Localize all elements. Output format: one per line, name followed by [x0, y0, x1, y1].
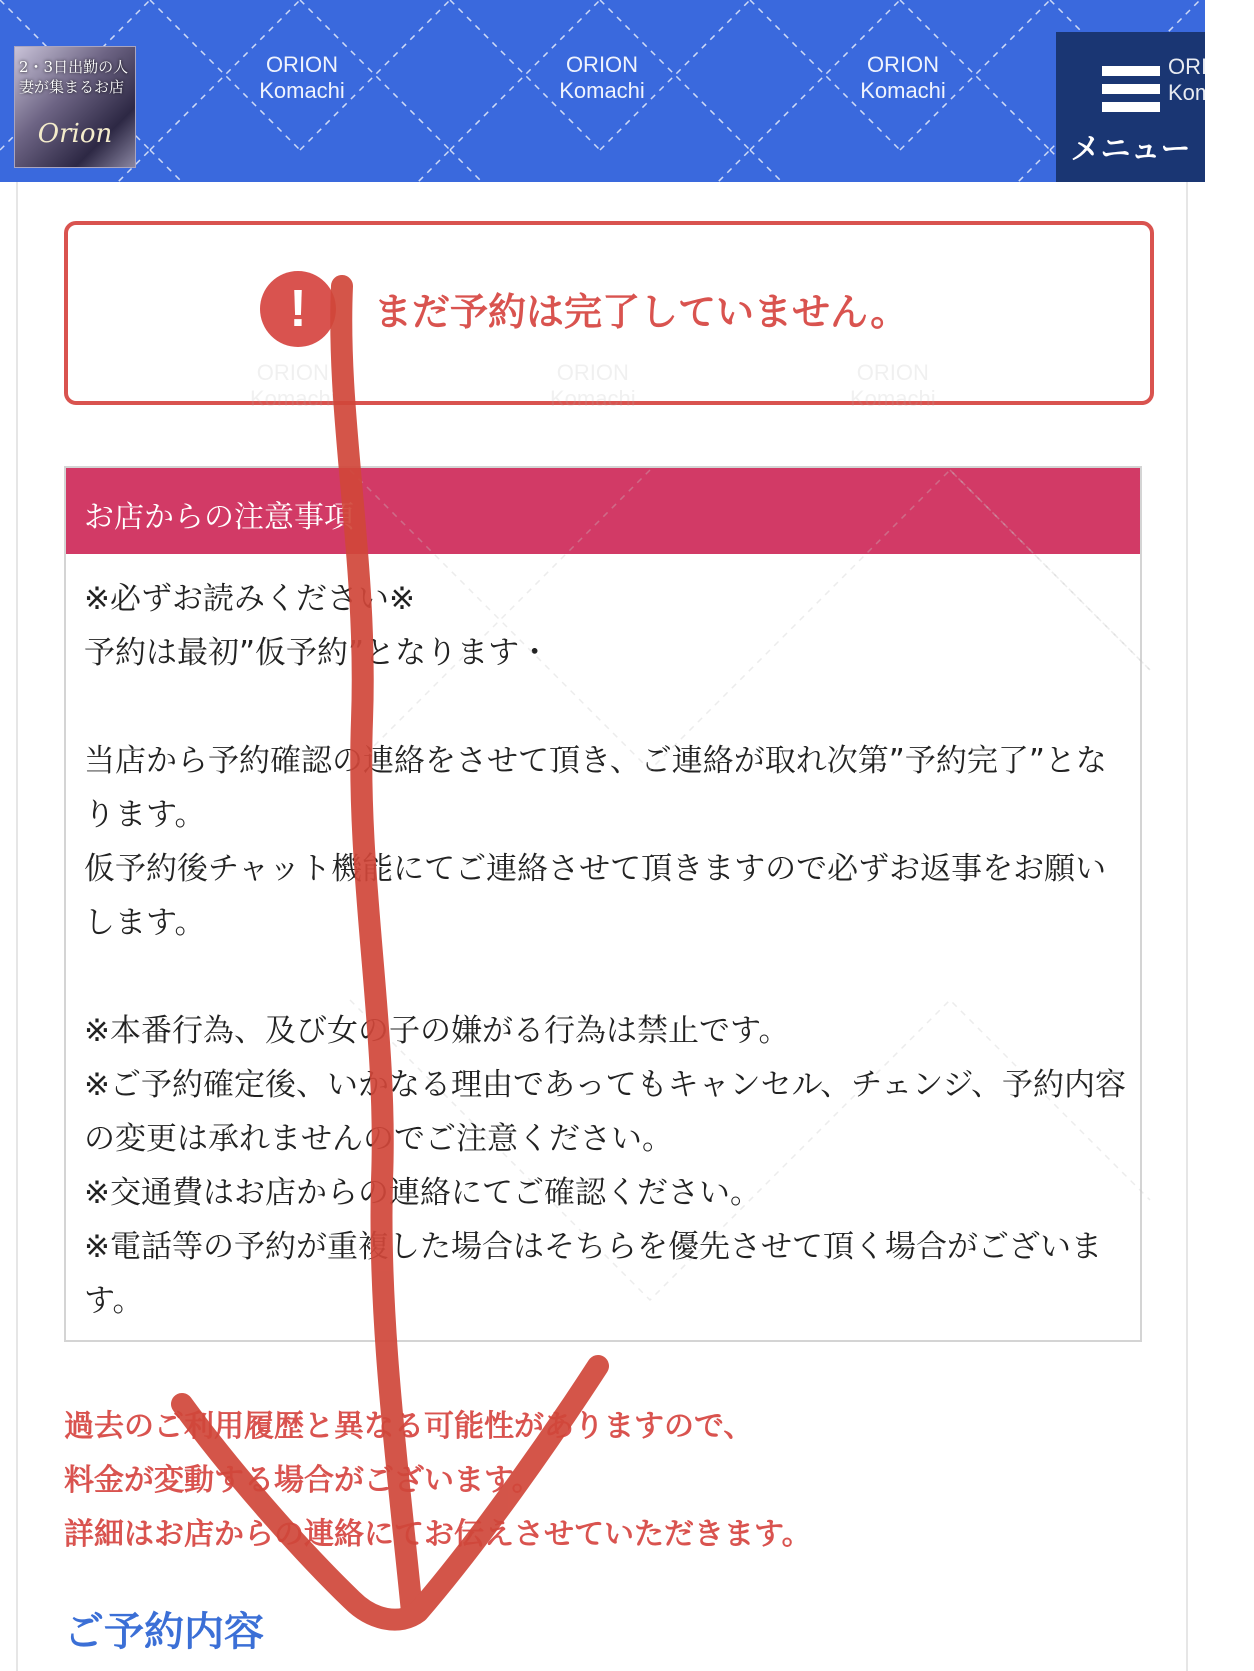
- menu-label: メニュー: [1070, 132, 1191, 167]
- notice-spacer: [84, 950, 1126, 1004]
- menu-button[interactable]: [1056, 32, 1254, 182]
- shop-notice-box: [64, 466, 1142, 1342]
- hamburger-icon: [1102, 84, 1160, 94]
- watermark-line: ORION: [256, 360, 329, 385]
- notice-spacer: [84, 680, 1126, 734]
- hamburger-icon: [1102, 66, 1160, 76]
- watermark-line: ORION: [556, 360, 629, 385]
- hamburger-icon: [1102, 102, 1160, 112]
- watermark-line: Komachi: [550, 386, 636, 411]
- logo-brand: Orion: [37, 119, 113, 149]
- watermark-line: Komachi: [1168, 80, 1254, 105]
- content-watermark: [250, 360, 336, 412]
- watermark-line: ORION: [866, 52, 940, 77]
- exclamation-circle-icon: !: [260, 271, 336, 347]
- header-watermark: [232, 52, 372, 104]
- alert-message: まだ予約は完了していません。: [374, 290, 909, 334]
- notice-line: 当店から予約確認の連絡をさせて頂き、ご連絡が取れ次第”予約完了”となります。: [84, 743, 1107, 833]
- watermark-line: ORION: [856, 360, 929, 385]
- logo-tagline: 2・3日出勤の人妻が集まるお店: [19, 58, 129, 96]
- notice-line: ※電話等の予約が重複した場合はそちらを優先させて頂く場合がございます。: [84, 1229, 1102, 1319]
- notice-line: ※本番行為、及び女の子の嫌がる行為は禁止です。: [84, 1013, 790, 1049]
- watermark-line: ORION: [265, 52, 339, 77]
- content-watermark: [850, 360, 936, 412]
- content-watermark: [550, 360, 636, 412]
- watermark-line: Komachi: [850, 386, 936, 411]
- reservation-details-heading: ご予約内容: [64, 1609, 264, 1655]
- watermark-line: Komachi: [860, 78, 946, 103]
- notice-title: お店からの注意事項: [84, 500, 354, 535]
- watermark-line: Komachi: [259, 78, 345, 103]
- shop-logo[interactable]: [14, 46, 136, 168]
- notice-header: [66, 468, 1140, 554]
- fee-note-line: 料金が変動する場合がございます。: [64, 1463, 542, 1498]
- header-watermark: [833, 52, 973, 104]
- header-watermark: [1168, 54, 1254, 106]
- notice-line: ※必ずお読みください※: [84, 581, 415, 617]
- fee-change-note: [64, 1400, 1164, 1562]
- watermark-line: ORION: [1168, 54, 1241, 79]
- notice-body: [84, 572, 1126, 1328]
- site-header: [0, 0, 1254, 182]
- notice-line: 仮予約後チャット機能にてご連絡させて頂きますので必ずお返事をお願いします。: [84, 851, 1107, 941]
- header-watermark: [532, 52, 672, 104]
- fee-note-line: 詳細はお店からの連絡にてお伝えさせていただきます。: [64, 1517, 812, 1552]
- notice-line: ※ご予約確定後、いかなる理由であってもキャンセル、チェンジ、予約内容の変更は承れませんのでご注意ください。: [84, 1067, 1126, 1157]
- notice-line: ※交通費はお店からの連絡にてご確認ください。: [84, 1175, 761, 1211]
- notice-line: 予約は最初”仮予約”となります・: [84, 635, 551, 671]
- watermark-line: ORION: [565, 52, 639, 77]
- watermark-line: Komachi: [559, 78, 645, 103]
- fee-note-line: 過去のご利用履歴と異なる可能性がありますので、: [64, 1409, 754, 1444]
- watermark-line: Komachi: [250, 386, 336, 411]
